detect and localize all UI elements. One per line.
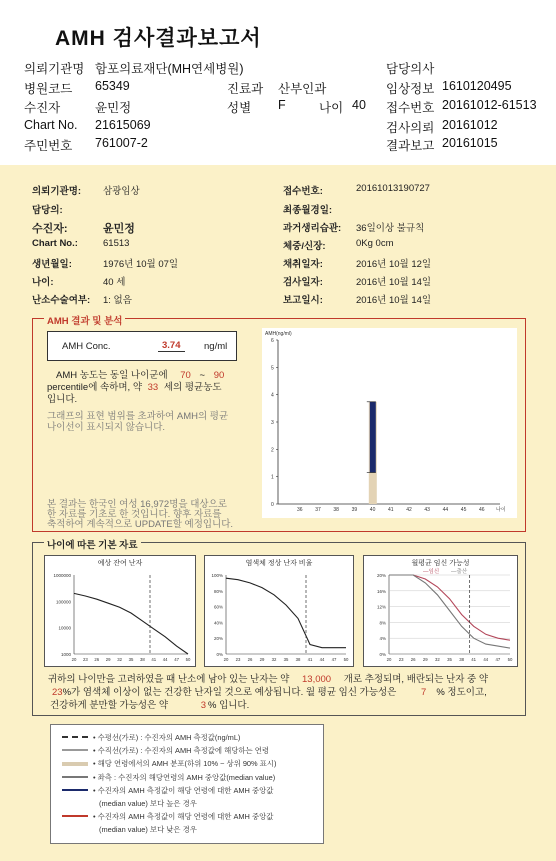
- x-tick-label: 41: [307, 657, 313, 662]
- legend-pregnancy: —임신: [423, 569, 440, 575]
- report-value: 1: 없음: [103, 295, 132, 306]
- report-value: 36일이상 불규칙: [356, 223, 425, 234]
- y-tick-label: 20%: [376, 573, 386, 578]
- header-value: 1610120495: [442, 79, 512, 93]
- header-value: 21615069: [95, 118, 151, 132]
- chart-frame: [205, 556, 354, 667]
- x-tick-label: 39: [351, 507, 358, 513]
- y-tick-label: 3: [271, 420, 274, 426]
- age-equivalent: 33: [147, 382, 159, 393]
- y-tick-label: 20%: [213, 636, 223, 642]
- amh-conc-label: AMH Conc.: [62, 341, 111, 352]
- x-tick-label: 44: [162, 657, 168, 662]
- amh-para1-text-b: percentile에 속하며, 약: [47, 382, 142, 393]
- x-tick-label: 41: [151, 657, 157, 662]
- x-tick-label: 50: [185, 657, 191, 662]
- basic-section-title: 나이에 따른 기본 자료: [44, 537, 141, 551]
- x-tick-label: 41: [388, 507, 394, 513]
- summary-pregnancy: 7: [421, 687, 427, 698]
- normal-egg-ratio-chart: [204, 555, 354, 667]
- x-tick-label: 35: [283, 657, 289, 662]
- x-tick-label: 45: [460, 507, 467, 513]
- header-label: 결과보고: [386, 139, 435, 153]
- x-tick-label: 26: [94, 657, 100, 662]
- x-tick-label: 23: [83, 657, 88, 662]
- legend-text: • 수진자의 AMH 측정값이 해당 연령에 대한 AMH 중앙값: [93, 785, 274, 795]
- pregnancy-probability-chart: [363, 555, 518, 667]
- report-label: 의뢰기관명:: [32, 186, 82, 197]
- summary-text-1b: 개로 추정되며, 배란되는 난자 중 약: [343, 674, 489, 685]
- header-value: 윤민정: [95, 101, 132, 115]
- y-tick-label: 5: [271, 365, 274, 372]
- amh-para2-line1: 그래프의 표현 범위를 초과하여 AMH의 평균: [47, 411, 229, 422]
- legend-text: • 수직선(가로) : 수진자의 AMH 측정값에 해당하는 연령: [93, 746, 270, 756]
- x-tick-label: 40: [369, 507, 376, 513]
- y-tick-label: 100000: [55, 599, 71, 605]
- amh-conc-unit: ng/ml: [204, 341, 228, 352]
- amh-para1-text-c: 세의 평균농도: [163, 382, 222, 393]
- report-label: 검사일자:: [283, 277, 323, 288]
- x-tick-label: 32: [117, 657, 122, 662]
- x-tick-label: 26: [247, 657, 253, 662]
- x-tick-label: 32: [271, 657, 277, 662]
- y-tick-label: 1: [271, 474, 274, 481]
- amh-conc-box: [47, 331, 237, 361]
- summary-text-3b: % 입니다.: [207, 700, 250, 711]
- y-tick-label: 4: [271, 392, 274, 399]
- amh-conc-value: 3.74: [158, 340, 185, 352]
- y-tick-label: 100%: [211, 573, 223, 578]
- header-value: 산부인과: [278, 82, 327, 96]
- amh-para3-line1: 본 결과는 한국인 여성 16,972명을 대상으로: [47, 499, 227, 510]
- report-label: 과거생리습관:: [283, 223, 342, 234]
- x-tick-label: 35: [447, 657, 452, 662]
- x-tick-label: 50: [507, 657, 513, 662]
- header-label: 성별: [227, 101, 252, 115]
- y-tick-label: 0: [271, 502, 274, 508]
- legend-swatch: [62, 776, 88, 778]
- legend-swatch: [62, 815, 88, 817]
- x-tick-label: 35: [128, 657, 134, 662]
- report-label: 체중/신장:: [283, 241, 326, 252]
- report-value: 20161013190727: [356, 183, 430, 194]
- chart-title: 월평균 임신 가능성: [411, 560, 470, 567]
- y-tick-label: 1000: [60, 652, 71, 657]
- legend-swatch: [62, 789, 88, 791]
- y-tick-label: 12%: [376, 604, 386, 610]
- header-value: 20161012: [442, 118, 498, 132]
- report-label: 접수번호:: [283, 186, 323, 197]
- report-label: 생년월일:: [32, 259, 72, 270]
- report-value: 윤민정: [103, 223, 135, 235]
- amh-para3-line3: 축적하여 계속적으로 UPDATE할 예정입니다.: [47, 519, 234, 530]
- summary-delivery: 3: [200, 700, 206, 711]
- header-label: 의뢰기관명: [24, 62, 85, 76]
- summary-text-2a: %가 염색체 이상이 없는 건강한 난자일 것으로 예상됩니다. 월 평균 임신 가능성은: [62, 687, 397, 698]
- header-label: 병원코드: [24, 82, 73, 96]
- legend-swatch: [62, 762, 88, 766]
- x-axis-label: 나이: [496, 507, 506, 513]
- report-value: 2016년 10월 12일: [356, 259, 432, 270]
- percentile-high: 90: [213, 370, 225, 381]
- x-tick-label: 26: [410, 657, 416, 662]
- x-tick-label: 29: [422, 657, 428, 662]
- y-tick-label: 6: [271, 338, 274, 344]
- x-tick-label: 32: [435, 657, 440, 662]
- report-label: 담당의:: [32, 205, 63, 216]
- x-tick-label: 23: [235, 657, 241, 662]
- summary-text-1a: 귀하의 나이만을 고려하였을 때 난소에 남아 있는 난자는 약: [48, 674, 290, 685]
- amh-chart: [262, 328, 517, 518]
- report-label: 최종월경일:: [283, 205, 333, 216]
- header-label: 접수번호: [386, 101, 435, 115]
- x-tick-label: 38: [333, 507, 339, 513]
- report-label: Chart No.:: [32, 238, 78, 249]
- summary-line2: [52, 684, 487, 698]
- legend-delivery: —출산: [451, 569, 468, 575]
- x-tick-label: 46: [479, 507, 485, 513]
- x-tick-label: 38: [295, 657, 301, 662]
- y-tick-label: 4%: [379, 636, 386, 642]
- y-tick-label: 16%: [376, 588, 386, 594]
- x-tick-label: 36: [297, 507, 303, 513]
- x-tick-label: 20: [71, 657, 77, 662]
- header-value: 65349: [95, 79, 130, 93]
- report-label: 채취일자:: [283, 259, 323, 270]
- report-label: 난소수술여부:: [32, 295, 91, 306]
- report-label: 보고일시:: [283, 295, 323, 306]
- chart-title: 예상 잔여 난자: [97, 560, 143, 567]
- chart-background: [262, 328, 517, 518]
- y-tick-label: 0%: [216, 652, 223, 657]
- amh-section-title: AMH 결과 및 분석: [44, 313, 125, 327]
- summary-line3: [50, 697, 249, 711]
- legend-text: • 수평선(가로) : 수진자의 AMH 측정값(ng/mL): [93, 733, 241, 742]
- legend-swatch: [62, 736, 88, 738]
- x-tick-label: 47: [495, 657, 501, 662]
- amh-para1-line3: 입니다.: [47, 394, 78, 405]
- x-tick-label: 42: [406, 507, 412, 513]
- x-tick-label: 37: [315, 507, 321, 513]
- header-value: 20161015: [442, 136, 498, 150]
- x-tick-label: 29: [105, 657, 111, 662]
- x-tick-label: 44: [319, 657, 325, 662]
- summary-text-2b: % 정도이고,: [436, 687, 487, 698]
- y-tick-label: 0%: [379, 652, 386, 657]
- header-label: 나이: [319, 101, 344, 115]
- report-value: 0Kg 0cm: [356, 238, 394, 249]
- legend-text: • 좌측 : 수진자의 해당연령의 AMH 중앙값(median value): [93, 772, 276, 782]
- summary-line1: [48, 671, 488, 685]
- header-label: 검사의뢰: [386, 121, 435, 135]
- x-tick-label: 23: [398, 657, 404, 662]
- header-value: 함포의료재단(MH연세병원): [95, 62, 244, 76]
- x-tick-label: 29: [259, 657, 265, 662]
- y-tick-label: 80%: [213, 588, 223, 594]
- x-tick-label: 20: [386, 657, 392, 662]
- legend-text: (median value) 보다 낮은 경우: [99, 825, 197, 835]
- chart-frame: [364, 556, 518, 667]
- legend-text: • 해당 연령에서의 AMH 분포(하위 10% ~ 상위 90% 표시): [93, 759, 277, 769]
- y-tick-label: 8%: [379, 620, 386, 626]
- header-label: 임상정보: [386, 82, 435, 96]
- remaining-eggs-chart: [44, 555, 196, 667]
- amh-para3-line2: 한 자료를 기초로 한 것입니다. 향후 자료를: [47, 509, 222, 520]
- y-tick-label: 1000000: [53, 573, 71, 578]
- header-label: 주민번호: [24, 139, 73, 153]
- percentile-low: 70: [180, 370, 191, 381]
- y-axis-label: AMH(ng/ml): [265, 331, 292, 337]
- header-value: 40: [352, 98, 366, 112]
- patient-range-bar: [370, 402, 376, 473]
- report-value: 1976년 10월 07일: [103, 259, 179, 270]
- summary-normal-ratio: 23: [52, 687, 63, 698]
- report-label: 나이:: [32, 277, 54, 288]
- x-tick-label: 44: [442, 507, 449, 513]
- report-value: 삼광임상: [103, 186, 140, 197]
- y-tick-label: 2: [271, 447, 274, 454]
- amh-para1-text: AMH 농도는 동일 나이군에: [56, 370, 168, 381]
- report-value: 2016년 10월 14일: [356, 277, 432, 288]
- x-tick-label: 44: [483, 657, 489, 662]
- header-value: 20161012-61513: [442, 98, 537, 112]
- legend-swatch: [62, 749, 88, 751]
- x-tick-label: 41: [471, 657, 477, 662]
- x-tick-label: 47: [174, 657, 179, 662]
- x-tick-label: 43: [424, 507, 430, 513]
- y-tick-label: 60%: [213, 604, 223, 610]
- report-label: 수진자:: [32, 223, 68, 235]
- legend-text: • 수진자의 AMH 측정값이 해당 연령에 대한 AMH 중앙값: [93, 812, 274, 822]
- summary-remaining-eggs: 13,000: [302, 674, 332, 685]
- header-label: 담당의사: [386, 62, 435, 76]
- amh-para2-line2: 나이선이 표시되지 않습니다.: [47, 422, 166, 433]
- page-title: AMH 검사결과보고서: [55, 27, 262, 50]
- header-value: 761007-2: [95, 136, 148, 150]
- percentile-sep: ~: [199, 370, 206, 381]
- x-tick-label: 47: [331, 657, 337, 662]
- y-tick-label: 40%: [213, 620, 223, 626]
- y-tick-label: 10000: [58, 625, 71, 631]
- x-tick-label: 38: [459, 657, 464, 662]
- report-value: 2016년 10월 14일: [356, 295, 432, 306]
- header-label: 수진자: [24, 101, 61, 115]
- header-value: F: [278, 98, 286, 112]
- x-tick-label: 38: [140, 657, 145, 662]
- report-value: 40 세: [103, 277, 126, 288]
- x-tick-label: 50: [343, 657, 349, 662]
- header-label: 진료과: [227, 82, 264, 96]
- report-value: 61513: [103, 238, 130, 249]
- legend-text: (median value) 보다 높은 경우: [99, 799, 197, 808]
- summary-text-3a: 건강하게 분만할 가능성은 약: [50, 700, 169, 711]
- header-label: Chart No.: [24, 118, 78, 132]
- chart-title: 염색체 정상 난자 비율: [245, 560, 313, 567]
- x-tick-label: 20: [223, 657, 229, 662]
